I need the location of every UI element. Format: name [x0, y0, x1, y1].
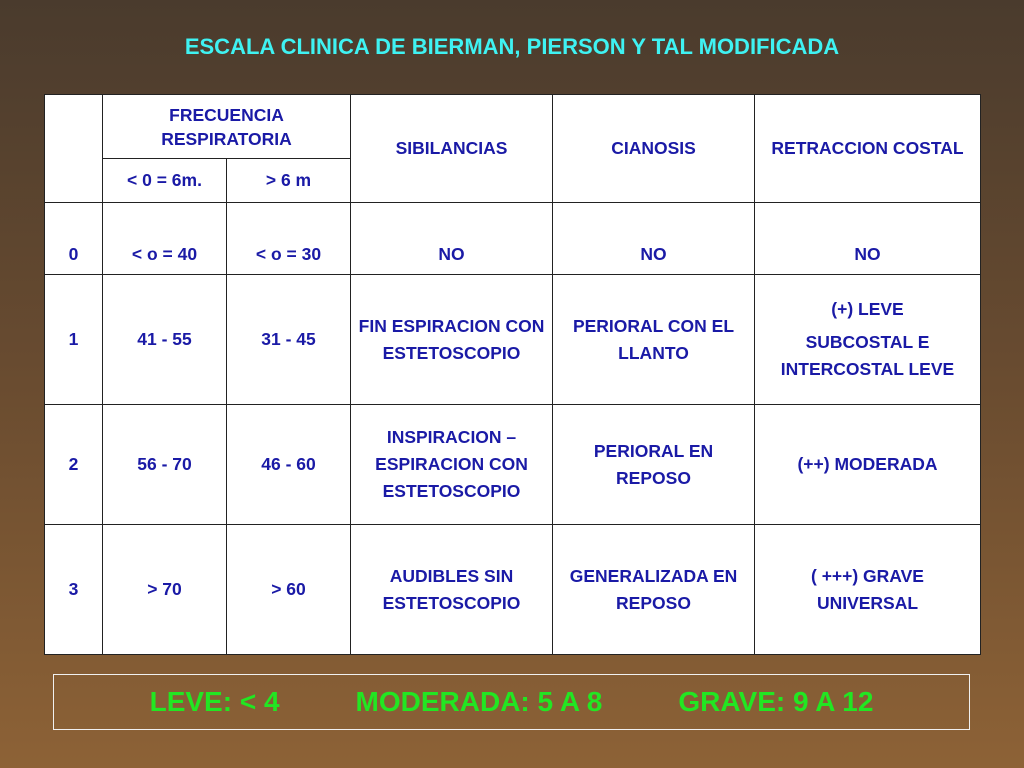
- freq-over-6m-cell: > 60: [227, 525, 351, 655]
- severity-legend: [53, 674, 970, 730]
- header-frecuencia-over-6m: > 6 m: [227, 159, 351, 203]
- sibilancias-cell: AUDIBLES SIN ESTETOSCOPIO: [351, 525, 553, 655]
- legend-grave: GRAVE: 9 A 12: [678, 686, 874, 717]
- header-cianosis: CIANOSIS: [553, 95, 755, 203]
- retraccion-severity: (+) LEVE: [831, 299, 904, 319]
- table-row: [45, 203, 981, 275]
- sibilancias-cell: NO: [351, 203, 553, 275]
- score-cell: 0: [45, 203, 103, 275]
- header-frecuencia-respiratoria: FRECUENCIA RESPIRATORIA: [103, 95, 351, 159]
- score-header-cell: [45, 95, 103, 203]
- header-retraccion-costal: RETRACCION COSTAL: [755, 95, 981, 203]
- freq-under-6m-cell: > 70: [103, 525, 227, 655]
- retraccion-cell: [755, 275, 981, 405]
- header-frecuencia-under-6m: < 0 = 6m.: [103, 159, 227, 203]
- sibilancias-cell: INSPIRACION – ESPIRACION CON ESTETOSCOPIO: [351, 405, 553, 525]
- score-cell: 1: [45, 275, 103, 405]
- cianosis-cell: NO: [553, 203, 755, 275]
- score-cell: 3: [45, 525, 103, 655]
- cianosis-cell: PERIORAL CON EL LLANTO: [553, 275, 755, 405]
- table-row: [45, 275, 981, 405]
- header-row: [45, 95, 981, 159]
- retraccion-cell: (++) MODERADA: [755, 405, 981, 525]
- header-sibilancias: SIBILANCIAS: [351, 95, 553, 203]
- freq-under-6m-cell: 56 - 70: [103, 405, 227, 525]
- slide-title: ESCALA CLINICA DE BIERMAN, PIERSON Y TAL MODIFICADA: [184, 34, 840, 59]
- sibilancias-cell: FIN ESPIRACION CON ESTETOSCOPIO: [351, 275, 553, 405]
- table-row: [45, 525, 981, 655]
- freq-over-6m-cell: 31 - 45: [227, 275, 351, 405]
- freq-over-6m-cell: < o = 30: [227, 203, 351, 275]
- freq-under-6m-cell: < o = 40: [103, 203, 227, 275]
- legend-leve: LEVE: < 4: [149, 686, 280, 717]
- retraccion-cell: NO: [755, 203, 981, 275]
- score-cell: 2: [45, 405, 103, 525]
- retraccion-cell: ( +++) GRAVE UNIVERSAL: [755, 525, 981, 655]
- legend-moderada: MODERADA: 5 A 8: [355, 686, 603, 717]
- freq-under-6m-cell: 41 - 55: [103, 275, 227, 405]
- retraccion-location: SUBCOSTAL E INTERCOSTAL LEVE: [780, 332, 955, 379]
- freq-over-6m-cell: 46 - 60: [227, 405, 351, 525]
- cianosis-cell: GENERALIZADA EN REPOSO: [553, 525, 755, 655]
- cianosis-cell: PERIORAL EN REPOSO: [553, 405, 755, 525]
- bierman-pierson-scale-table: [44, 94, 981, 655]
- table-row: [45, 405, 981, 525]
